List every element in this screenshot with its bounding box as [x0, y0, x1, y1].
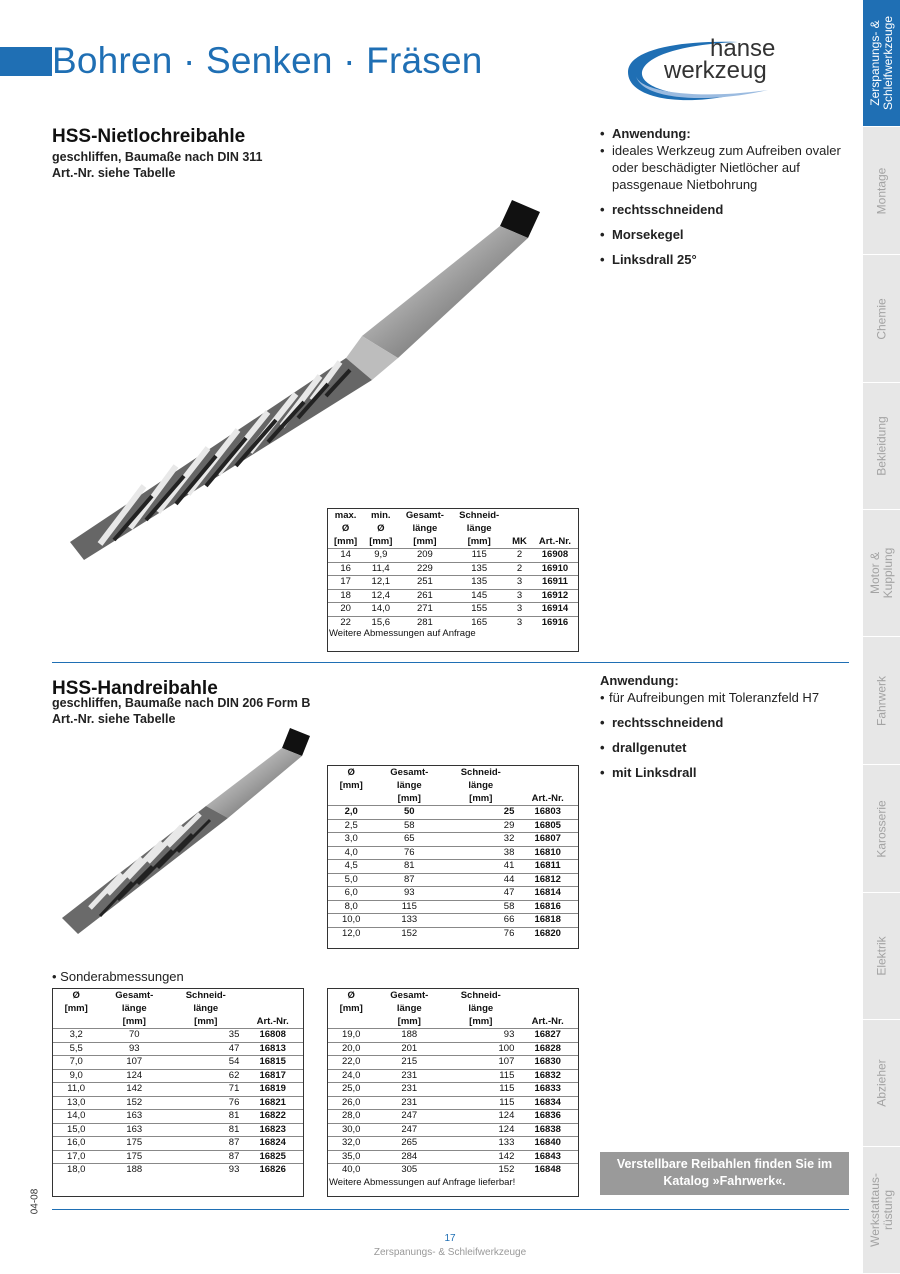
- col-header-min-d: min. Ø [mm]: [369, 510, 393, 547]
- table-row: [328, 833, 578, 847]
- table-cell: 76: [169, 1096, 242, 1110]
- table-row: [328, 1150, 578, 1164]
- table-cell: 16911: [532, 576, 578, 590]
- table-cell: 87: [169, 1137, 242, 1151]
- tab-label: Chemie: [874, 297, 888, 340]
- side-tab-bar: [863, 0, 900, 1273]
- fahrwerk-catalog-hint: Verstellbare Reibahlen finden Sie im Katalog »Fahrwerk«.: [600, 1152, 849, 1195]
- col-header-schneidlaenge: Schneid- länge [mm]: [459, 510, 500, 547]
- table-cell: 115: [451, 549, 507, 563]
- table-cell: 247: [374, 1110, 444, 1124]
- feature-heading: Anwendung:: [600, 673, 679, 688]
- table-cell: 87: [374, 873, 444, 887]
- table-cell: 16838: [517, 1123, 578, 1137]
- table-cell: 17: [328, 576, 363, 590]
- table-cell: 16823: [242, 1123, 303, 1137]
- table-cell: 93: [99, 1042, 169, 1056]
- table-cell: 281: [398, 616, 451, 629]
- product1-features: [600, 125, 845, 268]
- table-cell: 16848: [517, 1164, 578, 1177]
- page-title: Bohren · Senken · Fräsen: [52, 40, 483, 81]
- table-cell: 71: [169, 1083, 242, 1097]
- table-cell: 135: [451, 576, 507, 590]
- table-cell: 231: [374, 1096, 444, 1110]
- table-cell: 261: [398, 589, 451, 603]
- table-cell: 16816: [517, 900, 578, 914]
- col-header-d: Ø [mm]: [339, 767, 363, 791]
- col-header-artnr: Art.-Nr.: [531, 1016, 564, 1027]
- col-header-schneidlaenge: Schneid- länge [mm]: [185, 990, 226, 1027]
- table-cell: 22,0: [328, 1056, 374, 1070]
- table-cell: 16833: [517, 1083, 578, 1097]
- table-cell: 6,0: [328, 887, 374, 901]
- feature-item: • Linksdrall 25°: [600, 252, 697, 267]
- col-header-gesamtlaenge: Gesamt- länge [mm]: [115, 990, 154, 1027]
- table-cell: 3: [507, 616, 532, 629]
- table-cell: 18,0: [53, 1164, 99, 1177]
- table-cell: 40,0: [328, 1164, 374, 1177]
- table-cell: 2: [507, 562, 532, 576]
- brand-logo: [618, 32, 798, 107]
- table-cell: 16822: [242, 1110, 303, 1124]
- table-cell: 11,4: [363, 562, 398, 576]
- tab-abzieher[interactable]: [863, 1020, 900, 1147]
- table-cell: 3: [507, 603, 532, 617]
- table-cell: 16834: [517, 1096, 578, 1110]
- table-cell: 20,0: [328, 1042, 374, 1056]
- table-row: [328, 819, 578, 833]
- feature-heading: • Anwendung:: [600, 126, 691, 141]
- table-cell: 16914: [532, 603, 578, 617]
- table-cell: 58: [374, 819, 444, 833]
- table-cell: 62: [169, 1069, 242, 1083]
- handreibahle-image: [50, 722, 320, 944]
- table-cell: 44: [444, 873, 517, 887]
- table-cell: 107: [444, 1056, 517, 1070]
- table-row: [53, 1083, 303, 1097]
- product1-artnr-hint: Art.-Nr. siehe Tabelle: [52, 166, 176, 180]
- logo-text-werkzeug: werkzeug: [664, 57, 767, 84]
- table-cell: 163: [99, 1110, 169, 1124]
- table-cell: 16814: [517, 887, 578, 901]
- table-cell: 24,0: [328, 1069, 374, 1083]
- table-cell: 16805: [517, 819, 578, 833]
- tab-elektrik[interactable]: [863, 893, 900, 1020]
- table-cell: 231: [374, 1083, 444, 1097]
- table-row: [328, 549, 578, 563]
- product1-title: HSS-Nietlochreibahle: [52, 126, 246, 147]
- feature-item: • drallgenutet: [600, 740, 687, 755]
- table-cell: 16836: [517, 1110, 578, 1124]
- table-cell: 76: [444, 927, 517, 940]
- product2-title: HSS-Handreibahle: [52, 678, 218, 699]
- col-header-mk: MK: [512, 536, 527, 547]
- table-cell: 229: [398, 562, 451, 576]
- table-cell: 133: [374, 914, 444, 928]
- table-cell: 38: [444, 846, 517, 860]
- table-cell: 12,0: [328, 927, 374, 940]
- table-cell: 14,0: [363, 603, 398, 617]
- table-row: [328, 603, 578, 617]
- table-row: [328, 1069, 578, 1083]
- table-cell: 93: [444, 1029, 517, 1043]
- table-cell: 16843: [517, 1150, 578, 1164]
- table-cell: 16830: [517, 1056, 578, 1070]
- tab-karosserie[interactable]: [863, 765, 900, 893]
- table-row: [328, 1029, 578, 1043]
- product2-table: [327, 765, 579, 949]
- table-cell: 22: [328, 616, 363, 629]
- table-cell: 215: [374, 1056, 444, 1070]
- table-cell: 305: [374, 1164, 444, 1177]
- tab-label: Bekleidung: [874, 416, 888, 476]
- special-table-left: [52, 988, 304, 1197]
- logo-text-hanse: hanse: [710, 35, 776, 62]
- table-cell: 175: [99, 1150, 169, 1164]
- table-cell: 16819: [242, 1083, 303, 1097]
- table-cell: 16832: [517, 1069, 578, 1083]
- tab-bekleidung[interactable]: [863, 383, 900, 510]
- table-cell: 284: [374, 1150, 444, 1164]
- table-cell: 142: [444, 1150, 517, 1164]
- table-row: [328, 1164, 578, 1177]
- feature-item: • rechtsschneidend: [600, 202, 724, 217]
- table-cell: 188: [374, 1029, 444, 1043]
- table-cell: 16824: [242, 1137, 303, 1151]
- table-cell: 124: [444, 1123, 517, 1137]
- table-row: [53, 1042, 303, 1056]
- table-cell: 16916: [532, 616, 578, 629]
- table-row: [53, 1029, 303, 1043]
- table-row: [328, 846, 578, 860]
- col-header-artnr: Art.-Nr.: [538, 536, 572, 547]
- table-row: [328, 1110, 578, 1124]
- tab-label: Motor & Kupplung: [867, 547, 895, 599]
- product2-features: [600, 672, 845, 781]
- table-cell: 16812: [517, 873, 578, 887]
- table-cell: 152: [444, 1164, 517, 1177]
- table-cell: 16908: [532, 549, 578, 563]
- table-cell: 32: [444, 833, 517, 847]
- table-cell: 16: [328, 562, 363, 576]
- table-cell: 2: [507, 549, 532, 563]
- table-cell: 17,0: [53, 1150, 99, 1164]
- feature-item: • rechtsschneidend: [600, 715, 724, 730]
- col-header-max-d: max. Ø [mm]: [333, 510, 358, 547]
- table-row: [53, 1123, 303, 1137]
- table-cell: 152: [99, 1096, 169, 1110]
- footer-divider: [52, 1209, 849, 1210]
- col-header-schneidlaenge: Schneid- länge [mm]: [460, 767, 501, 804]
- table-cell: 209: [398, 549, 451, 563]
- table-cell: 11,0: [53, 1083, 99, 1097]
- table-row: [53, 1056, 303, 1070]
- table-cell: 9,9: [363, 549, 398, 563]
- table-cell: 41: [444, 860, 517, 874]
- table-cell: 15,0: [53, 1123, 99, 1137]
- table-cell: 93: [169, 1164, 242, 1177]
- tab-label: Karosserie: [874, 799, 888, 858]
- table-cell: 3: [507, 576, 532, 590]
- special-table-right: [327, 988, 579, 1197]
- table-cell: 8,0: [328, 900, 374, 914]
- tab-motor-kupplung[interactable]: [863, 510, 900, 637]
- col-header-d: Ø [mm]: [339, 990, 363, 1014]
- table-cell: 155: [451, 603, 507, 617]
- table-row: [328, 1083, 578, 1097]
- table-cell: 47: [169, 1042, 242, 1056]
- table-cell: 16815: [242, 1056, 303, 1070]
- table-cell: 115: [444, 1069, 517, 1083]
- table-cell: 70: [99, 1029, 169, 1043]
- table-cell: 16820: [517, 927, 578, 940]
- table-row: [328, 1123, 578, 1137]
- tab-label: Werkstattaus-rüstung: [867, 1173, 895, 1247]
- table-cell: 124: [99, 1069, 169, 1083]
- feature-item: • Morsekegel: [600, 227, 684, 242]
- table-cell: 12,1: [363, 576, 398, 590]
- special-table-note: Weitere Abmessungen auf Anfrage lieferbar!: [329, 1176, 516, 1188]
- table-cell: 142: [99, 1083, 169, 1097]
- table-cell: 81: [374, 860, 444, 874]
- tab-label: Fahrwerk: [874, 675, 888, 726]
- table-row: [328, 914, 578, 928]
- table-cell: 81: [169, 1123, 242, 1137]
- table-cell: 12,4: [363, 589, 398, 603]
- col-header-gesamtlaenge: Gesamt- länge [mm]: [390, 767, 429, 804]
- table-cell: 29: [444, 819, 517, 833]
- table-cell: 115: [444, 1083, 517, 1097]
- product1-table-note: Weitere Abmessungen auf Anfrage: [329, 628, 476, 639]
- table-cell: 87: [169, 1150, 242, 1164]
- table-cell: 7,0: [53, 1056, 99, 1070]
- table-row: [328, 860, 578, 874]
- table-cell: 65: [374, 833, 444, 847]
- table-row: [53, 1096, 303, 1110]
- table-cell: 251: [398, 576, 451, 590]
- page-number: 17: [444, 1233, 456, 1244]
- table-cell: 5,5: [53, 1042, 99, 1056]
- table-cell: 115: [374, 900, 444, 914]
- col-header-gesamtlaenge: Gesamt- länge [mm]: [405, 510, 444, 547]
- table-cell: 124: [444, 1110, 517, 1124]
- table-cell: 26,0: [328, 1096, 374, 1110]
- table-cell: 16810: [517, 846, 578, 860]
- table-cell: 4,0: [328, 846, 374, 860]
- table-cell: 16818: [517, 914, 578, 928]
- table-cell: 15,6: [363, 616, 398, 629]
- table-row: [328, 927, 578, 940]
- table-cell: 16813: [242, 1042, 303, 1056]
- table-cell: 35,0: [328, 1150, 374, 1164]
- table-cell: 76: [374, 846, 444, 860]
- table-cell: 133: [444, 1137, 517, 1151]
- product1-subtitle: geschliffen, Baumaße nach DIN 311: [52, 150, 263, 164]
- table-row: [328, 576, 578, 590]
- table-cell: 16821: [242, 1096, 303, 1110]
- table-cell: 14,0: [53, 1110, 99, 1124]
- table-row: [53, 1137, 303, 1151]
- tab-chemie[interactable]: [863, 255, 900, 383]
- table-row: [53, 1164, 303, 1177]
- table-cell: 100: [444, 1042, 517, 1056]
- footer-category: Zerspanungs- & Schleifwerkzeuge: [373, 1247, 527, 1258]
- table-row: [328, 1096, 578, 1110]
- table-cell: 3,2: [53, 1029, 99, 1043]
- table-cell: 30,0: [328, 1123, 374, 1137]
- table-cell: 3,0: [328, 833, 374, 847]
- col-header-artnr: Art.-Nr.: [531, 793, 564, 804]
- tab-montage[interactable]: [863, 127, 900, 255]
- tab-label: Elektrik: [874, 936, 888, 976]
- table-cell: 16828: [517, 1042, 578, 1056]
- table-row: [328, 873, 578, 887]
- table-row: [328, 1056, 578, 1070]
- feature-item: • mit Linksdrall: [600, 765, 697, 780]
- table-cell: 20: [328, 603, 363, 617]
- table-cell: 16,0: [53, 1137, 99, 1151]
- tab-zerspanungs[interactable]: [863, 0, 900, 127]
- table-cell: 16817: [242, 1069, 303, 1083]
- col-header-d: Ø [mm]: [64, 990, 88, 1014]
- table-cell: 16811: [517, 860, 578, 874]
- tab-label: Zerspanungs- & Schleifwerkzeuge: [867, 15, 895, 111]
- table-cell: 115: [444, 1096, 517, 1110]
- table-row: [53, 1069, 303, 1083]
- table-row: [328, 1137, 578, 1151]
- tab-label: Abzieher: [874, 1059, 888, 1107]
- table-cell: 10,0: [328, 914, 374, 928]
- special-heading: • Sonderabmessungen: [52, 969, 184, 984]
- table-cell: 152: [374, 927, 444, 940]
- col-header-schneidlaenge: Schneid- länge [mm]: [460, 990, 501, 1027]
- table-cell: 188: [99, 1164, 169, 1177]
- table-row: [328, 900, 578, 914]
- table-cell: 50: [374, 806, 444, 820]
- table-cell: 3: [507, 589, 532, 603]
- table-cell: 2,0: [328, 806, 374, 820]
- table-cell: 25: [444, 806, 517, 820]
- table-cell: 32,0: [328, 1137, 374, 1151]
- table-row: [53, 1110, 303, 1124]
- table-cell: 93: [374, 887, 444, 901]
- table-row: [328, 806, 578, 820]
- feature-text: • ideales Werkzeug zum Aufreiben ovaler oder beschädigter Nietlöcher auf passgenaue Nietbohrung: [600, 143, 841, 192]
- print-date: 04-08: [29, 1188, 41, 1215]
- tab-label: Montage: [874, 167, 888, 214]
- table-cell: 107: [99, 1056, 169, 1070]
- table-row: [328, 887, 578, 901]
- col-header-gesamtlaenge: Gesamt- länge [mm]: [390, 990, 429, 1027]
- header-accent-bar: [0, 47, 52, 76]
- table-cell: 58: [444, 900, 517, 914]
- table-cell: 66: [444, 914, 517, 928]
- table-cell: 145: [451, 589, 507, 603]
- table-cell: 5,0: [328, 873, 374, 887]
- tab-fahrwerk[interactable]: [863, 637, 900, 765]
- table-cell: 16807: [517, 833, 578, 847]
- table-cell: 16840: [517, 1137, 578, 1151]
- table-cell: 18: [328, 589, 363, 603]
- table-cell: 16910: [532, 562, 578, 576]
- table-cell: 13,0: [53, 1096, 99, 1110]
- table-cell: 165: [451, 616, 507, 629]
- table-row: [328, 589, 578, 603]
- table-cell: 271: [398, 603, 451, 617]
- table-cell: 2,5: [328, 819, 374, 833]
- table-cell: 16808: [242, 1029, 303, 1043]
- product2-subtitle: geschliffen, Baumaße nach DIN 206 Form B: [52, 696, 311, 710]
- table-cell: 4,5: [328, 860, 374, 874]
- section-divider: [52, 662, 849, 663]
- table-cell: 265: [374, 1137, 444, 1151]
- product2-artnr-hint: Art.-Nr. siehe Tabelle: [52, 712, 176, 726]
- table-cell: 231: [374, 1069, 444, 1083]
- table-cell: 54: [169, 1056, 242, 1070]
- table-cell: 14: [328, 549, 363, 563]
- table-cell: 9,0: [53, 1069, 99, 1083]
- table-row: [328, 562, 578, 576]
- table-cell: 81: [169, 1110, 242, 1124]
- table-row: [328, 1042, 578, 1056]
- product1-table: [327, 508, 579, 652]
- table-cell: 163: [99, 1123, 169, 1137]
- table-row: [53, 1150, 303, 1164]
- table-cell: 16825: [242, 1150, 303, 1164]
- table-cell: 47: [444, 887, 517, 901]
- table-cell: 16803: [517, 806, 578, 820]
- feature-text: • für Aufreibungen mit Toleranzfeld H7: [600, 690, 820, 705]
- table-cell: 19,0: [328, 1029, 374, 1043]
- table-cell: 35: [169, 1029, 242, 1043]
- table-cell: 201: [374, 1042, 444, 1056]
- table-cell: 16827: [517, 1029, 578, 1043]
- table-cell: 25,0: [328, 1083, 374, 1097]
- col-header-artnr: Art.-Nr.: [256, 1016, 289, 1027]
- table-cell: 135: [451, 562, 507, 576]
- table-cell: 16912: [532, 589, 578, 603]
- table-cell: 247: [374, 1123, 444, 1137]
- table-cell: 175: [99, 1137, 169, 1151]
- table-cell: 28,0: [328, 1110, 374, 1124]
- table-cell: 16826: [242, 1164, 303, 1177]
